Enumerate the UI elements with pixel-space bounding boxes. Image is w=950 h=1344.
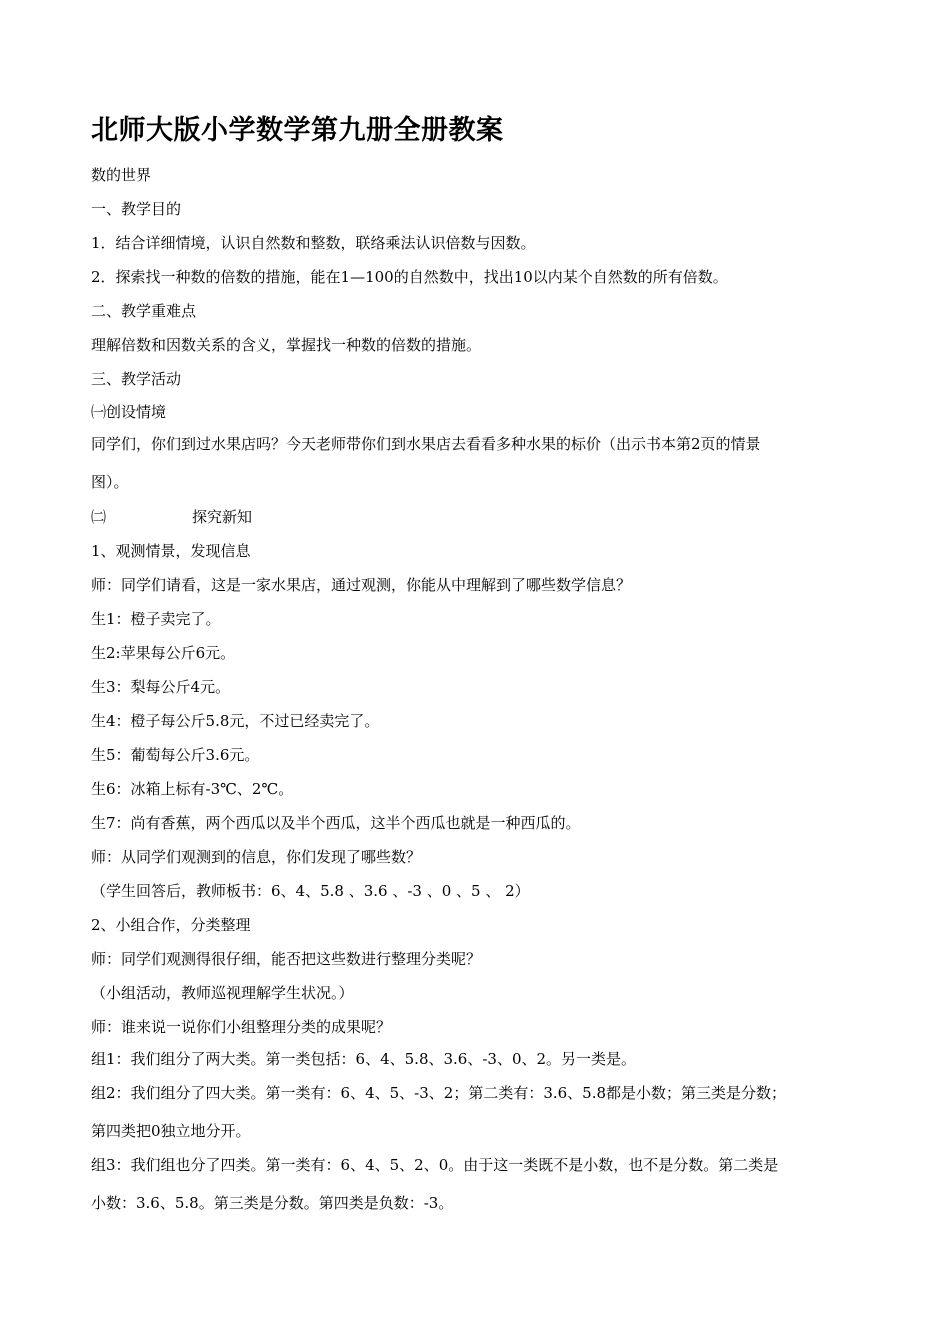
group-1-answer: 组1：我们组分了两大类。第一类包括：6、4、5.8、3.6、-3、0、2。另一类是。	[91, 1050, 637, 1068]
group-2-answer-line-2: 第四类把0独立地分开。	[91, 1122, 251, 1140]
student-line-1: 生1：橙子卖完了。	[91, 610, 221, 628]
subheading-create-scenario: ㈠创设情境	[91, 403, 167, 421]
student-line-5: 生5：葡萄每公斤3.6元。	[91, 746, 260, 764]
heading-key-points: 二、教学重难点	[91, 302, 197, 320]
goal-item-1: 1．结合详细情境，认识自然数和整数，联络乘法认识倍数与因数。	[91, 234, 536, 252]
subheading-explore-label: 探究新知	[192, 508, 253, 526]
document-title: 北师大版小学数学第九册全册教案	[91, 115, 504, 146]
goal-item-2: 2．探索找一种数的倍数的措施，能在1—100的自然数中，找出10以内某个自然数的所有倍数。	[91, 268, 728, 286]
heading-teaching-activities: 三、教学活动	[91, 370, 182, 388]
subheading-explore	[91, 508, 252, 526]
group-3-answer-line-1: 组3：我们组也分了四类。第一类有：6、4、5、2、0。由于这一类既不是小数，也不是分数。第二类是	[91, 1156, 779, 1174]
key-points-text: 理解倍数和因数关系的含义，掌握找一种数的倍数的措施。	[91, 336, 482, 354]
student-line-6: 生6：冰箱上标有-3℃、2℃。	[91, 780, 294, 798]
paragraph-scenario-line-1: 同学们，你们到过水果店吗？今天老师带你们到水果店去看看多种水果的标价（出示书本第2页的情景	[91, 435, 761, 453]
teacher-line-3: 师：同学们观测得很仔细，能否把这些数进行整理分类呢？	[91, 950, 482, 968]
teacher-line-4: 师：谁来说一说你们小组整理分类的成果呢？	[91, 1018, 392, 1036]
teacher-line-2: 师：从同学们观测到的信息，你们发现了哪些数？	[91, 848, 422, 866]
subheading-explore-number: ㈡	[91, 508, 107, 526]
student-line-7: 生7：尚有香蕉，两个西瓜以及半个西瓜，这半个西瓜也就是一种西瓜的。	[91, 814, 581, 832]
heading-teaching-goals: 一、教学目的	[91, 200, 182, 218]
group-2-answer-line-1: 组2：我们组分了四大类。第一类有：6、4、5、-3、2；第二类有：3.6、5.8都是小数；第三类是分数；	[91, 1084, 787, 1102]
teacher-line-1: 师：同学们请看，这是一家水果店，通过观测，你能从中理解到了哪些数学信息？	[91, 576, 632, 594]
paragraph-scenario-line-2: 图）。	[91, 473, 129, 491]
student-line-4: 生4：橙子每公斤5.8元，不过已经卖完了。	[91, 712, 380, 730]
step-observe: 1、观测情景，发现信息	[91, 542, 251, 560]
step-group-work: 2、小组合作，分类整理	[91, 916, 251, 934]
board-note: （学生回答后，教师板书：6、4、5.8 、3.6 、-3 、0 、5 、 2）	[91, 882, 530, 900]
student-line-3: 生3：梨每公斤4元。	[91, 678, 231, 696]
group-3-answer-line-2: 小数：3.6、5.8。第三类是分数。第四类是负数：-3。	[91, 1194, 454, 1212]
student-line-2: 生2:苹果每公斤6元。	[91, 644, 236, 662]
section-heading-number-world: 数的世界	[91, 166, 152, 184]
activity-note: （小组活动，教师巡视理解学生状况。）	[91, 984, 354, 1002]
